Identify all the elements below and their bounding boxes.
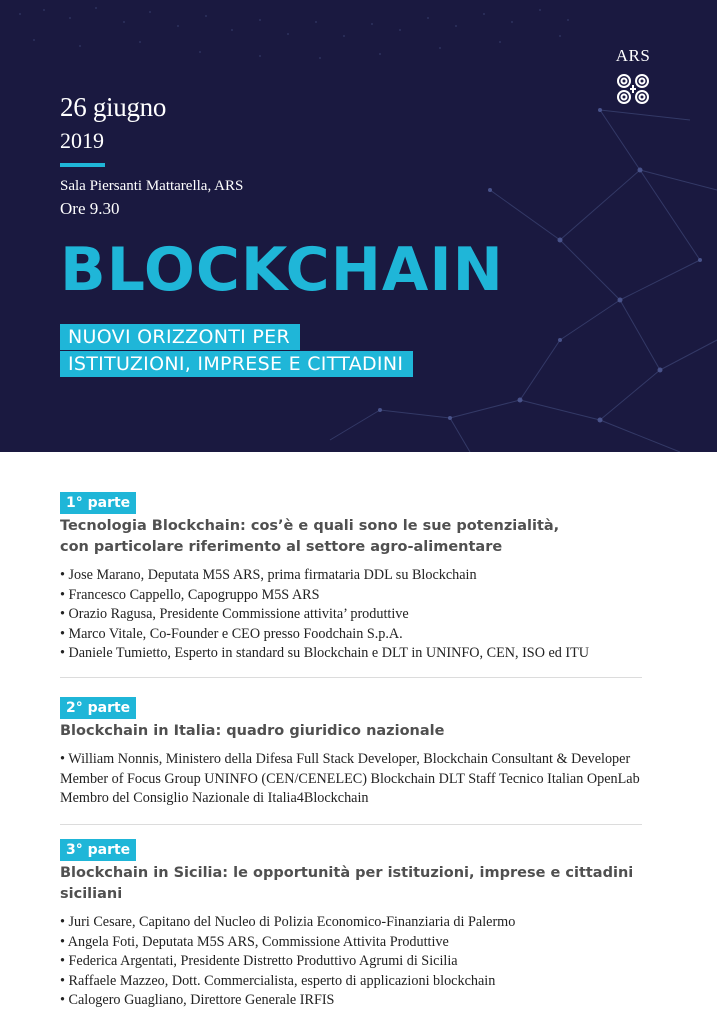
speaker-item: • Daniele Tumietto, Esperto in standard su Blockchain e DLT in UNINFO, CEN, ISO ed ITU xyxy=(60,645,590,662)
speaker-item: • William Nonnis, Ministero della Difesa Full Stack Developer, Blockchain Consultant & Developer Member of Focus Group UNINFO (CEN/CENELEC) Blockchain DLT Staff Tecnico Italian OpenLab Membro del Consiglio Nazionale di Italia4Blockchain xyxy=(60,751,640,807)
speaker-item: • Francesco Cappello, Capogruppo M5S ARS xyxy=(60,586,320,603)
speaker-item: • Orazio Ragusa, Presidente Commissione attivita’ produttive xyxy=(60,606,409,623)
event-time: Ore 9.30 xyxy=(60,199,120,218)
programme-section-2 xyxy=(60,697,680,809)
speaker-list xyxy=(60,750,680,809)
section-divider xyxy=(60,824,642,825)
speaker-item: • Raffaele Mazzeo, Dott. Commercialista, esperto di applicazioni blockchain xyxy=(60,972,496,989)
section-badge: 3° parte xyxy=(60,839,136,861)
event-subtitle xyxy=(60,324,413,377)
section-title-line-1: Tecnologia Blockchain: cos’è e quali sono le sue potenzialità, xyxy=(60,518,560,534)
date-divider xyxy=(60,163,105,167)
subtitle-line-2: ISTITUZIONI, IMPRESE E CITTADINI xyxy=(60,351,413,377)
section-badge: 2° parte xyxy=(60,697,136,719)
triskelion-icon xyxy=(613,71,653,107)
section-title xyxy=(60,721,680,742)
programme-section-3 xyxy=(60,839,680,1011)
subtitle-line-1: NUOVI ORIZZONTI PER xyxy=(60,324,300,350)
event-title: BLOCKCHAIN xyxy=(60,235,504,305)
section-title-line-1: Blockchain in Sicilia: le opportunità per istituzioni, imprese e cittadini siciliani xyxy=(60,865,634,902)
speaker-item: • Federica Argentati, Presidente Distretto Produttivo Agrumi di Sicilia xyxy=(60,953,458,970)
section-badge: 1° parte xyxy=(60,492,136,514)
speaker-item: • Jose Marano, Deputata M5S ARS, prima firmataria DDL su Blockchain xyxy=(60,567,477,583)
ars-logo xyxy=(609,46,657,112)
section-title xyxy=(60,863,680,905)
speaker-item: • Marco Vitale, Co-Founder e CEO presso Foodchain S.p.A. xyxy=(60,625,403,642)
hero-banner xyxy=(0,0,717,452)
programme-section-1 xyxy=(60,492,680,664)
speaker-item: • Calogero Guagliano, Direttore Generale IRFIS xyxy=(60,992,335,1009)
event-venue: Sala Piersanti Mattarella, ARS xyxy=(60,178,244,194)
ars-logo-text: ARS xyxy=(615,46,651,65)
section-title xyxy=(60,516,680,558)
event-date-day: 26 giugno xyxy=(60,92,167,122)
speaker-list xyxy=(60,913,680,1011)
speaker-item: • Juri Cesare, Capitano del Nucleo di Polizia Economico-Finanziaria di Palermo xyxy=(60,914,516,930)
section-title-line-2: con particolare riferimento al settore agro-alimentare xyxy=(60,539,503,555)
section-title-line-1: Blockchain in Italia: quadro giuridico nazionale xyxy=(60,723,445,739)
event-date-year: 2019 xyxy=(60,128,104,153)
section-divider xyxy=(60,677,642,678)
speaker-list xyxy=(60,566,680,664)
speaker-item: • Angela Foti, Deputata M5S ARS, Commissione Attivita Produttive xyxy=(60,933,449,950)
